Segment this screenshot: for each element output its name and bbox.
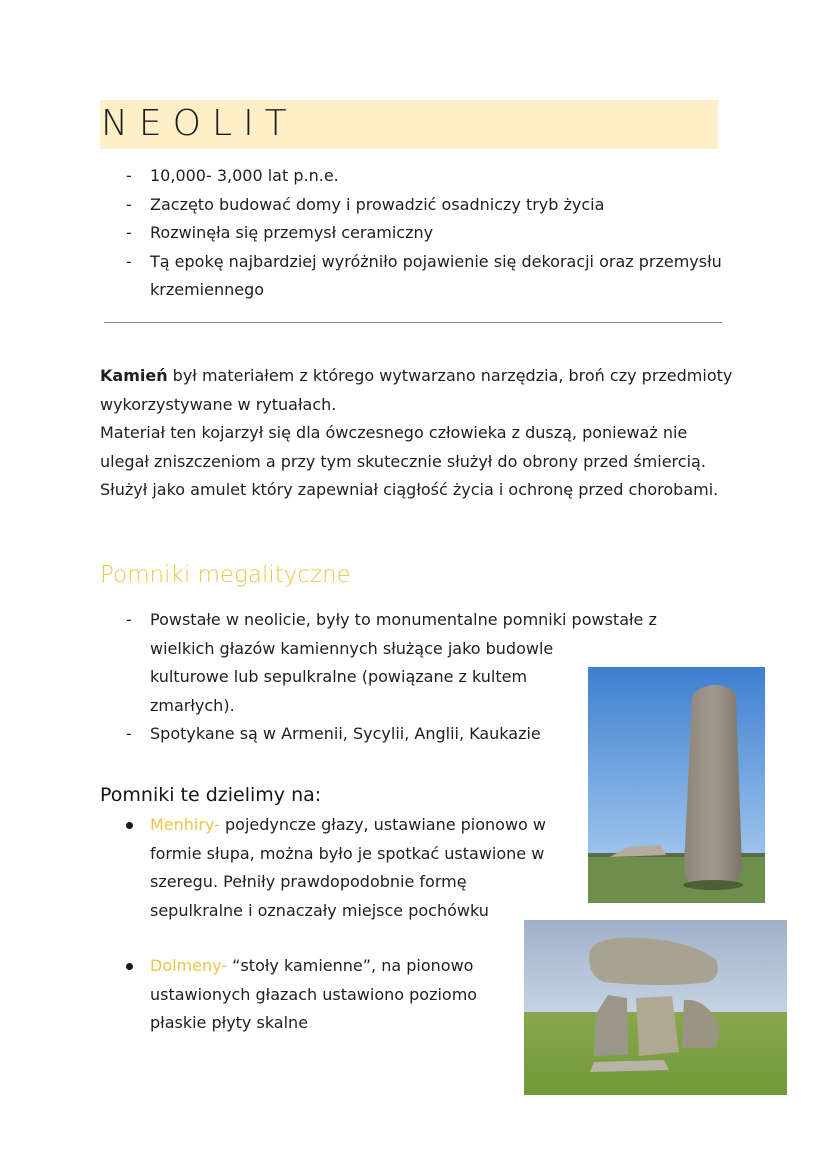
list-item-dolmeny xyxy=(126,952,486,1038)
list-item-text: Tą epokę najbardziej wyróżniło pojawienie się dekoracji oraz przemysłu krzemiennego xyxy=(150,251,722,299)
types-list xyxy=(126,811,546,925)
horizontal-divider xyxy=(104,322,722,323)
dash-marker: - xyxy=(126,724,132,743)
dash-marker: - xyxy=(126,166,132,185)
bold-term: Kamień xyxy=(100,366,168,385)
paragraph-text: był materiałem z którego wytwarzano narzędzia, broń czy przedmioty wykorzystywane w rytuałach. xyxy=(100,366,733,414)
paragraph-line xyxy=(100,362,740,419)
types-list xyxy=(126,952,486,1038)
term-highlight: Menhiry- xyxy=(150,815,220,834)
list-item xyxy=(126,248,726,305)
dolmen-illustration xyxy=(524,920,787,1095)
stone-paragraph xyxy=(100,362,740,505)
dash-marker: - xyxy=(126,194,132,214)
list-item-text: Powstałe w neolicie, były to monumentalne pomniki powstałe z xyxy=(150,610,657,629)
menhir-illustration xyxy=(588,667,765,903)
list-item xyxy=(126,191,726,220)
dash-marker: - xyxy=(126,251,132,271)
dash-marker: - xyxy=(126,610,132,629)
dolmen-image xyxy=(524,920,787,1095)
subheading: Pomniki te dzielimy na: xyxy=(100,784,322,806)
paragraph-line: Służył jako amulet który zapewniał ciągłość życia i ochronę przed chorobami. xyxy=(100,480,719,499)
term-highlight: Dolmeny- xyxy=(150,956,228,975)
term-description: pojedyncze głazy, ustawiane pionowo w formie słupa, można było je spotkać ustawione w szeregu. Pełniły prawdopodobnie formę sepulkralne i oznaczały miejsce pochówku xyxy=(150,815,547,920)
list-item-continuation: wielkich głazów kamiennych służące jako budowle kulturowe lub sepulkralne (powiązane z kultem zmarłych). xyxy=(150,638,554,715)
list-item-text: Rozwinęła się przemysł ceramiczny xyxy=(150,223,434,242)
intro-list xyxy=(126,162,726,305)
list-item-text: Zaczęto budować domy i prowadzić osadniczy tryb życia xyxy=(150,194,605,214)
list-item-menhiry xyxy=(126,811,546,925)
bullet-dot xyxy=(126,963,133,970)
list-item-text: Spotykane są w Armenii, Sycylii, Anglii, Kaukazie xyxy=(150,724,541,743)
list-item-text: 10,000- 3,000 lat p.n.e. xyxy=(150,166,339,185)
list-item xyxy=(126,219,726,248)
term-description: “stoły kamienne”, na pionowo ustawionych głazach ustawiono poziomo płaskie płyty skalne xyxy=(150,956,478,1032)
bullet-dot xyxy=(126,822,133,829)
section-heading: Pomniki megalityczne xyxy=(100,562,351,588)
paragraph-line: Materiał ten kojarzył się dla ówczesnego człowieka z duszą, ponieważ nie ulegał zniszczeniom a przy tym skutecznie służył do obrony przed śmiercią. xyxy=(100,423,706,471)
menhir-image xyxy=(588,667,765,903)
dash-marker: - xyxy=(126,223,132,242)
page-title: NEOLIT xyxy=(101,103,298,144)
list-item xyxy=(126,162,726,191)
